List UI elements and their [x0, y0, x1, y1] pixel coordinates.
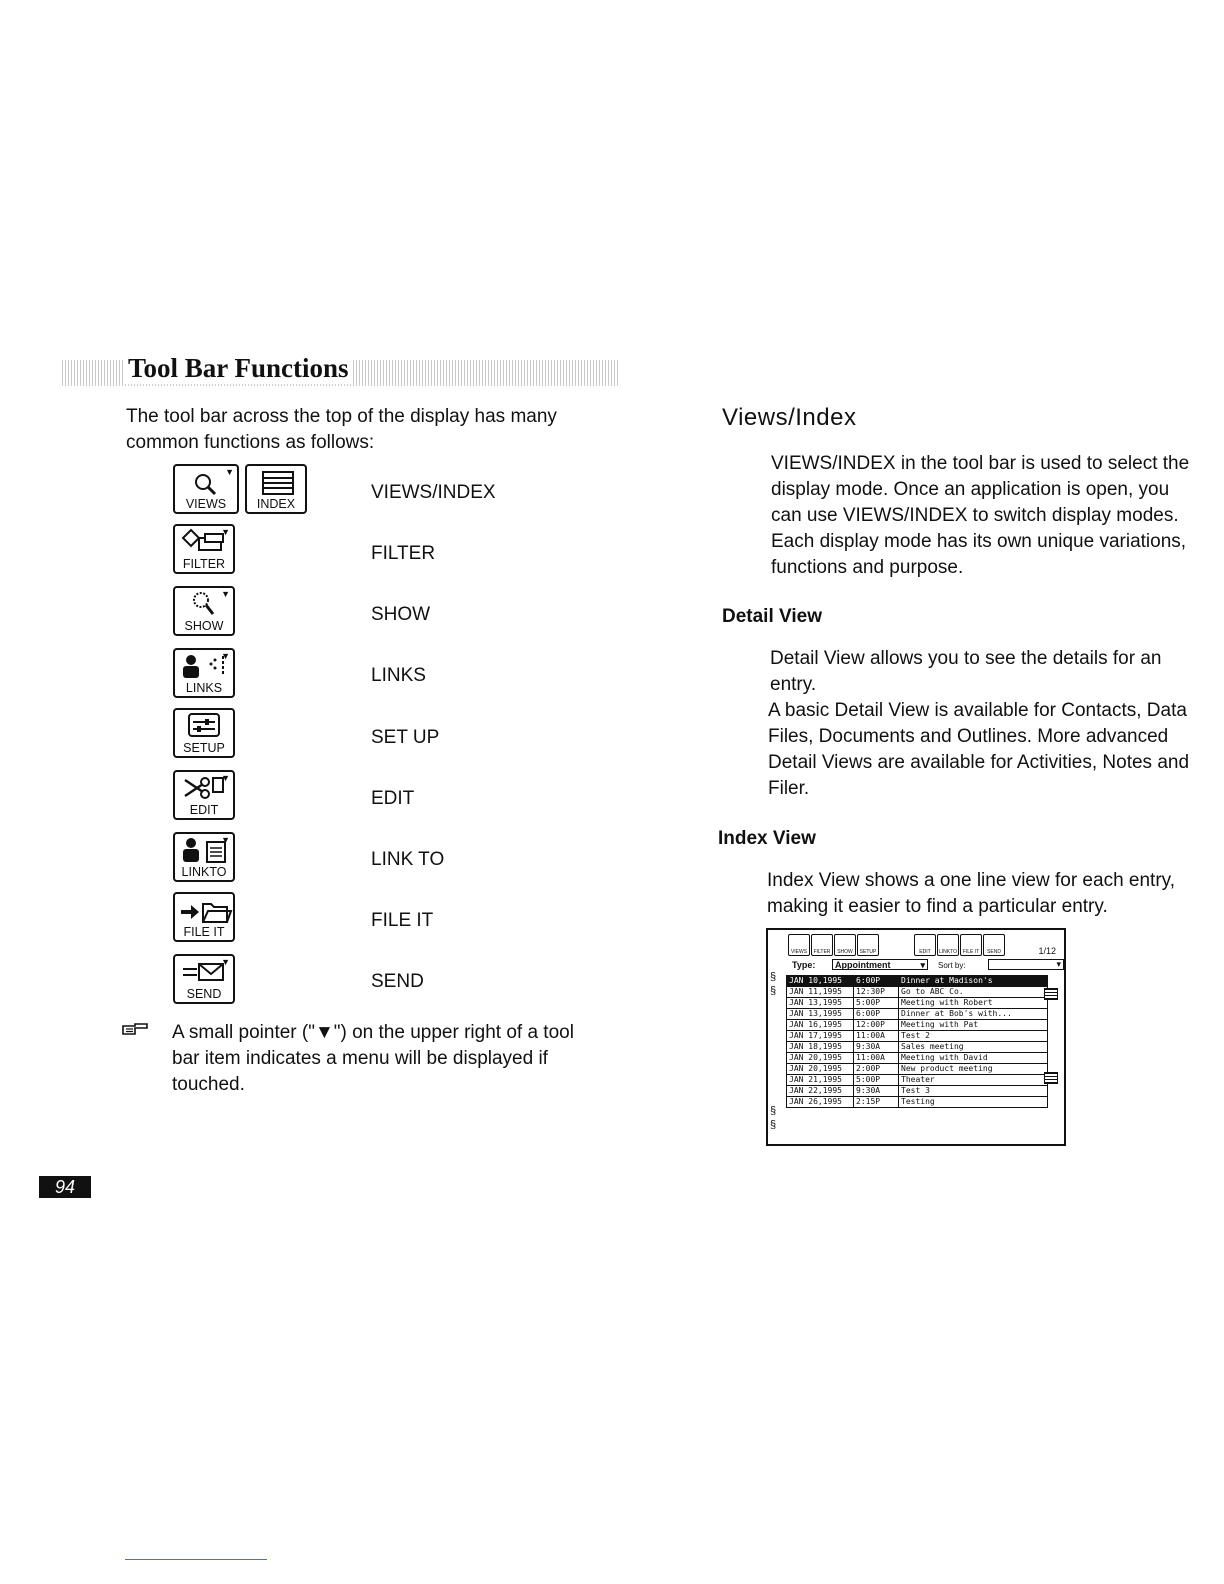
- footer-rule: [125, 1559, 267, 1560]
- screen-cell-desc: Dinner at Madison's: [899, 976, 1048, 987]
- screen-cell-date: JAN 22,1995: [787, 1086, 854, 1097]
- icon-label: LINKS: [185, 681, 223, 695]
- icon-label: LINKTO: [181, 865, 227, 879]
- screen-cell-date: JAN 21,1995: [787, 1075, 854, 1086]
- views-index-heading: Views/Index: [722, 404, 857, 431]
- screen-cell-date: JAN 20,1995: [787, 1064, 854, 1075]
- screen-cell-time: 2:00P: [854, 1064, 899, 1075]
- toolbar-label-filter: FILTER: [371, 543, 436, 564]
- toolbar-label-views-index: VIEWS/INDEX: [371, 482, 496, 503]
- screen-table-row: [787, 1020, 1048, 1031]
- icon-label: SHOW: [184, 619, 224, 633]
- views-index-paragraph: VIEWS/INDEX in the tool bar is used to select the display mode. Once an application is open, you can use VIEWS/INDEX to switch display modes. Each display mode has its own unique variations, functions and purpose.: [771, 453, 1190, 578]
- intro-paragraph: The tool bar across the top of the display has many common functions as follows:: [126, 406, 557, 453]
- screen-cell-date: JAN 13,1995: [787, 1009, 854, 1020]
- screen-cell-time: 11:00A: [854, 1031, 899, 1042]
- binder-ring-icon: §: [770, 971, 777, 983]
- screen-cell-time: 11:00A: [854, 1053, 899, 1064]
- screen-cell-desc: Test 3: [899, 1086, 1048, 1097]
- screen-edit-button: EDIT: [914, 934, 936, 956]
- screen-table-row: [787, 1053, 1048, 1064]
- screen-cell-date: JAN 26,1995: [787, 1097, 854, 1108]
- icon-label: FILTER: [182, 557, 226, 571]
- screen-table-row: [787, 1097, 1048, 1108]
- linkto-icon: ▼ LINKTO: [173, 832, 235, 882]
- screen-cell-time: 5:00P: [854, 998, 899, 1009]
- icon-label: SEND: [186, 987, 222, 1001]
- edit-icon: ▼ EDIT: [173, 770, 235, 820]
- fileit-icon: [173, 892, 235, 942]
- icon-label: FILE IT: [183, 925, 225, 939]
- pointer-note: A small pointer ("▼") on the upper right of a tool bar item indicates a menu will be displayed if touched.: [172, 1022, 574, 1095]
- filter-icon: ▼ FILTER: [173, 524, 235, 574]
- screen-cell-date: JAN 16,1995: [787, 1020, 854, 1031]
- icon-label: SETUP: [183, 741, 225, 755]
- toolbar-label-linkto: LINK TO: [371, 849, 445, 870]
- page-number: 94: [39, 1176, 91, 1198]
- screen-send-button: SEND: [983, 934, 1005, 956]
- screen-setup-button: SETUP: [857, 934, 879, 956]
- binder-ring-icon: §: [770, 1119, 777, 1131]
- screen-cell-time: 2:15P: [854, 1097, 899, 1108]
- screen-cell-desc: Theater: [899, 1075, 1048, 1086]
- toolbar-label-links: LINKS: [371, 665, 426, 686]
- screen-table-row: [787, 1064, 1048, 1075]
- index-icon: [245, 464, 307, 514]
- screen-cell-desc: Meeting with David: [899, 1053, 1048, 1064]
- screen-cell-time: 12:00P: [854, 1020, 899, 1031]
- toolbar-label-setup: SET UP: [371, 727, 440, 748]
- screen-cell-desc: Testing: [899, 1097, 1048, 1108]
- screen-show-button: SHOW: [834, 934, 856, 956]
- index-view-screenshot: [766, 928, 1066, 1146]
- screen-table-row: [787, 976, 1048, 987]
- toolbar-label-edit: EDIT: [371, 788, 415, 809]
- screen-table-row: [787, 998, 1048, 1009]
- screen-table-row: [787, 1031, 1048, 1042]
- index-view-paragraph: Index View shows a one line view for each entry, making it easier to find a particular entry.: [767, 870, 1176, 917]
- screen-cell-time: 5:00P: [854, 1075, 899, 1086]
- screen-cell-desc: Go to ABC Co.: [899, 987, 1048, 998]
- screen-sort-select: ▾: [988, 959, 1064, 970]
- screen-cell-desc: New product meeting: [899, 1064, 1048, 1075]
- screen-table-row: [787, 1075, 1048, 1086]
- screen-cell-time: 12:30P: [854, 987, 899, 998]
- screen-cell-date: JAN 18,1995: [787, 1042, 854, 1053]
- screen-table-row: [787, 987, 1048, 998]
- pointing-hand-icon: [121, 1022, 149, 1039]
- screen-cell-date: JAN 17,1995: [787, 1031, 854, 1042]
- screen-cell-time: 6:00P: [854, 976, 899, 987]
- detail-view-heading: Detail View: [722, 606, 822, 627]
- side-panel-icon: [1044, 988, 1058, 1000]
- icon-label: VIEWS: [185, 497, 227, 511]
- screen-page-indicator: 1/12: [1038, 946, 1056, 956]
- screen-fileit-button: FILE IT: [960, 934, 982, 956]
- screen-table-row: [787, 1086, 1048, 1097]
- screen-table-row: [787, 1042, 1048, 1053]
- toolbar-label-show: SHOW: [371, 604, 431, 625]
- screen-type-select: Appointment ▾: [832, 959, 928, 970]
- page-title: Tool Bar Functions: [124, 352, 353, 384]
- screen-views-button: VIEWS: [788, 934, 810, 956]
- setup-icon: [173, 708, 235, 758]
- icon-label: INDEX: [256, 497, 296, 511]
- icon-label: EDIT: [189, 803, 219, 817]
- screen-cell-date: JAN 13,1995: [787, 998, 854, 1009]
- screen-appointment-table: [786, 975, 1048, 1108]
- side-panel-icon: [1044, 1072, 1058, 1084]
- show-icon: ▼ SHOW: [173, 586, 235, 636]
- index-view-heading: Index View: [718, 828, 816, 849]
- screen-filter-button: FILTER: [811, 934, 833, 956]
- screen-cell-date: JAN 11,1995: [787, 987, 854, 998]
- toolbar-label-send: SEND: [371, 971, 424, 992]
- detail-view-paragraph-1: Detail View allows you to see the details for an entry.: [770, 648, 1162, 695]
- screen-cell-desc: Test 2: [899, 1031, 1048, 1042]
- screen-cell-desc: Dinner at Bob's with...: [899, 1009, 1048, 1020]
- links-icon: ▼ LINKS: [173, 648, 235, 698]
- send-icon: ▼ SEND: [173, 954, 235, 1004]
- screen-cell-time: 9:30A: [854, 1086, 899, 1097]
- screen-linkto-button: LINKTO: [937, 934, 959, 956]
- binder-ring-icon: §: [770, 1105, 777, 1117]
- binder-ring-icon: §: [770, 985, 777, 997]
- screen-cell-desc: Meeting with Pat: [899, 1020, 1048, 1031]
- toolbar-label-fileit: FILE IT: [371, 910, 434, 931]
- screen-cell-time: 6:00P: [854, 1009, 899, 1020]
- screen-cell-desc: Meeting with Robert: [899, 998, 1048, 1009]
- screen-type-label: Type:: [792, 960, 816, 970]
- screen-cell-time: 9:30A: [854, 1042, 899, 1053]
- screen-table-row: [787, 1009, 1048, 1020]
- screen-cell-desc: Sales meeting: [899, 1042, 1048, 1053]
- screen-cell-date: JAN 20,1995: [787, 1053, 854, 1064]
- screen-sort-label: Sort by:: [938, 961, 966, 970]
- detail-view-paragraph-2: A basic Detail View is available for Contacts, Data Files, Documents and Outlines. More advanced Detail Views are available for Activities, Notes and Filer.: [768, 700, 1190, 799]
- screen-cell-date: JAN 10,1995: [787, 976, 854, 987]
- views-icon: ▼ VIEWS: [173, 464, 239, 514]
